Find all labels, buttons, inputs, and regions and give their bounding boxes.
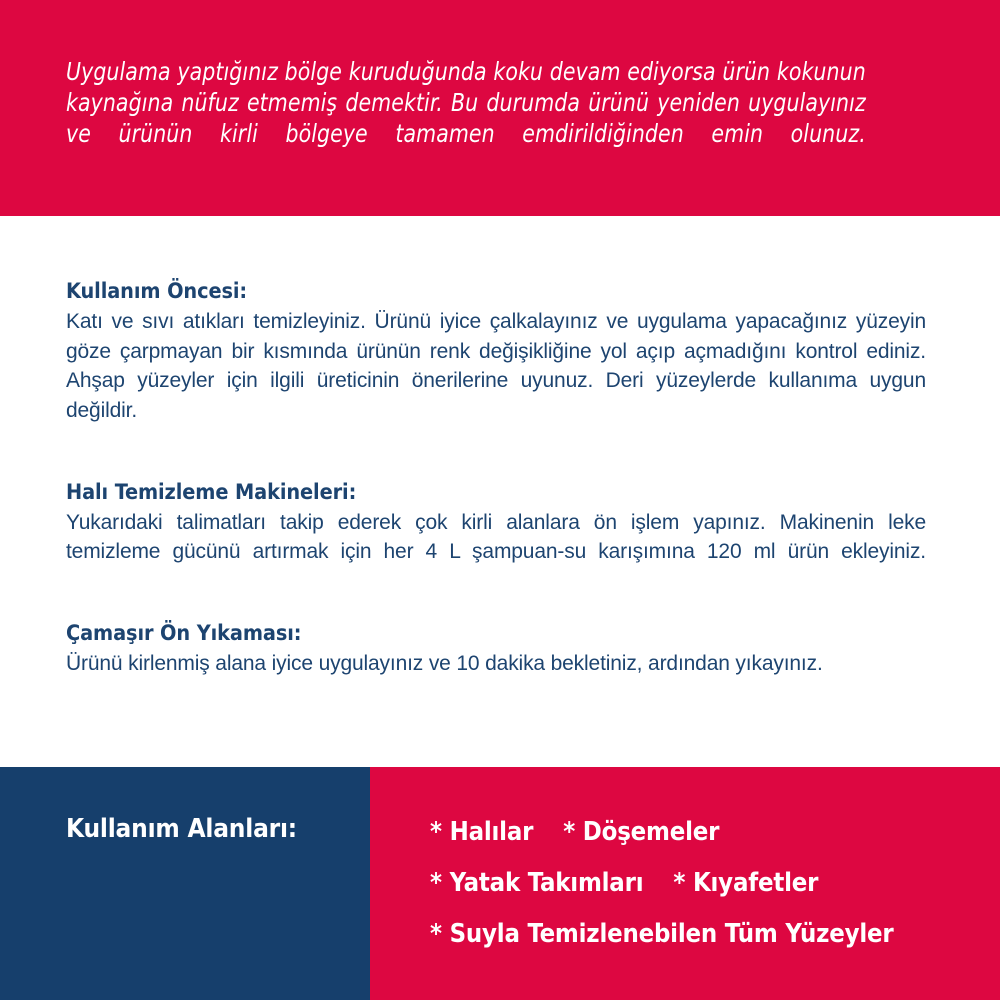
instruction-block-pre-use [66, 278, 926, 455]
usage-areas-title-panel [0, 767, 370, 1000]
usage-areas-title: Kullanım Alanları: [66, 814, 297, 844]
usage-areas-list [430, 807, 894, 960]
usage-area-item: * Yatak Takımları [430, 868, 644, 898]
usage-areas-list-panel [370, 767, 1000, 1000]
instruction-heading: Kullanım Öncesi: [66, 279, 248, 304]
usage-area-item: * Suyla Temizlenebilen Tüm Yüzeyler [430, 919, 894, 949]
instruction-body: Yukarıdaki talimatları takip ederek çok kirli alanlara ön işlem yapınız. Makinenin leke temizleme gücünü artırmak için her 4 L şampuan-su karışımına 120 ml ürün ekleyiniz. [66, 510, 926, 563]
usage-areas-row [430, 909, 894, 960]
instruction-heading: Çamaşır Ön Yıkaması: [66, 621, 302, 646]
instruction-block-carpet-machines [66, 479, 926, 597]
top-notice-banner [0, 0, 1000, 216]
instruction-heading: Halı Temizleme Makineleri: [66, 479, 357, 505]
instructions-content [66, 278, 926, 679]
usage-areas-section [0, 767, 1000, 1000]
usage-area-item: * Kıyafetler [673, 868, 819, 898]
top-notice-text: Uygulama yaptığınız bölge kuruduğunda koku devam ediyorsa ürün kokunun kaynağına nüfuz etmemiş demektir. Bu durumda ürünü yeniden uygulayınız ve ürünün kirli bölgeye tamamen emdirildiğinden emin olunuz. [66, 57, 866, 148]
usage-area-item: * Halılar [430, 817, 534, 847]
usage-areas-row [430, 807, 894, 858]
instruction-body: Ürünü kirlenmiş alana iyice uygulayınız ve 10 dakika bekletiniz, ardından yıkayınız. [66, 652, 823, 675]
usage-areas-row [430, 858, 894, 909]
instruction-body: Katı ve sıvı atıkları temizleyiniz. Ürünü iyice çalkalayınız ve uygulama yapacağınız yüzeyin göze çarpmayan bir kısmında ürünün renk değişikliğine yol açıp açmadığını kontrol ediniz. Ahşap yüzeyler için ilgili üreticinin önerilerine uyunuz. Deri yüzeylerde kullanıma uygun değildir. [66, 310, 926, 422]
instruction-block-laundry-prewash [66, 620, 926, 679]
usage-area-item: * Döşemeler [563, 817, 720, 847]
